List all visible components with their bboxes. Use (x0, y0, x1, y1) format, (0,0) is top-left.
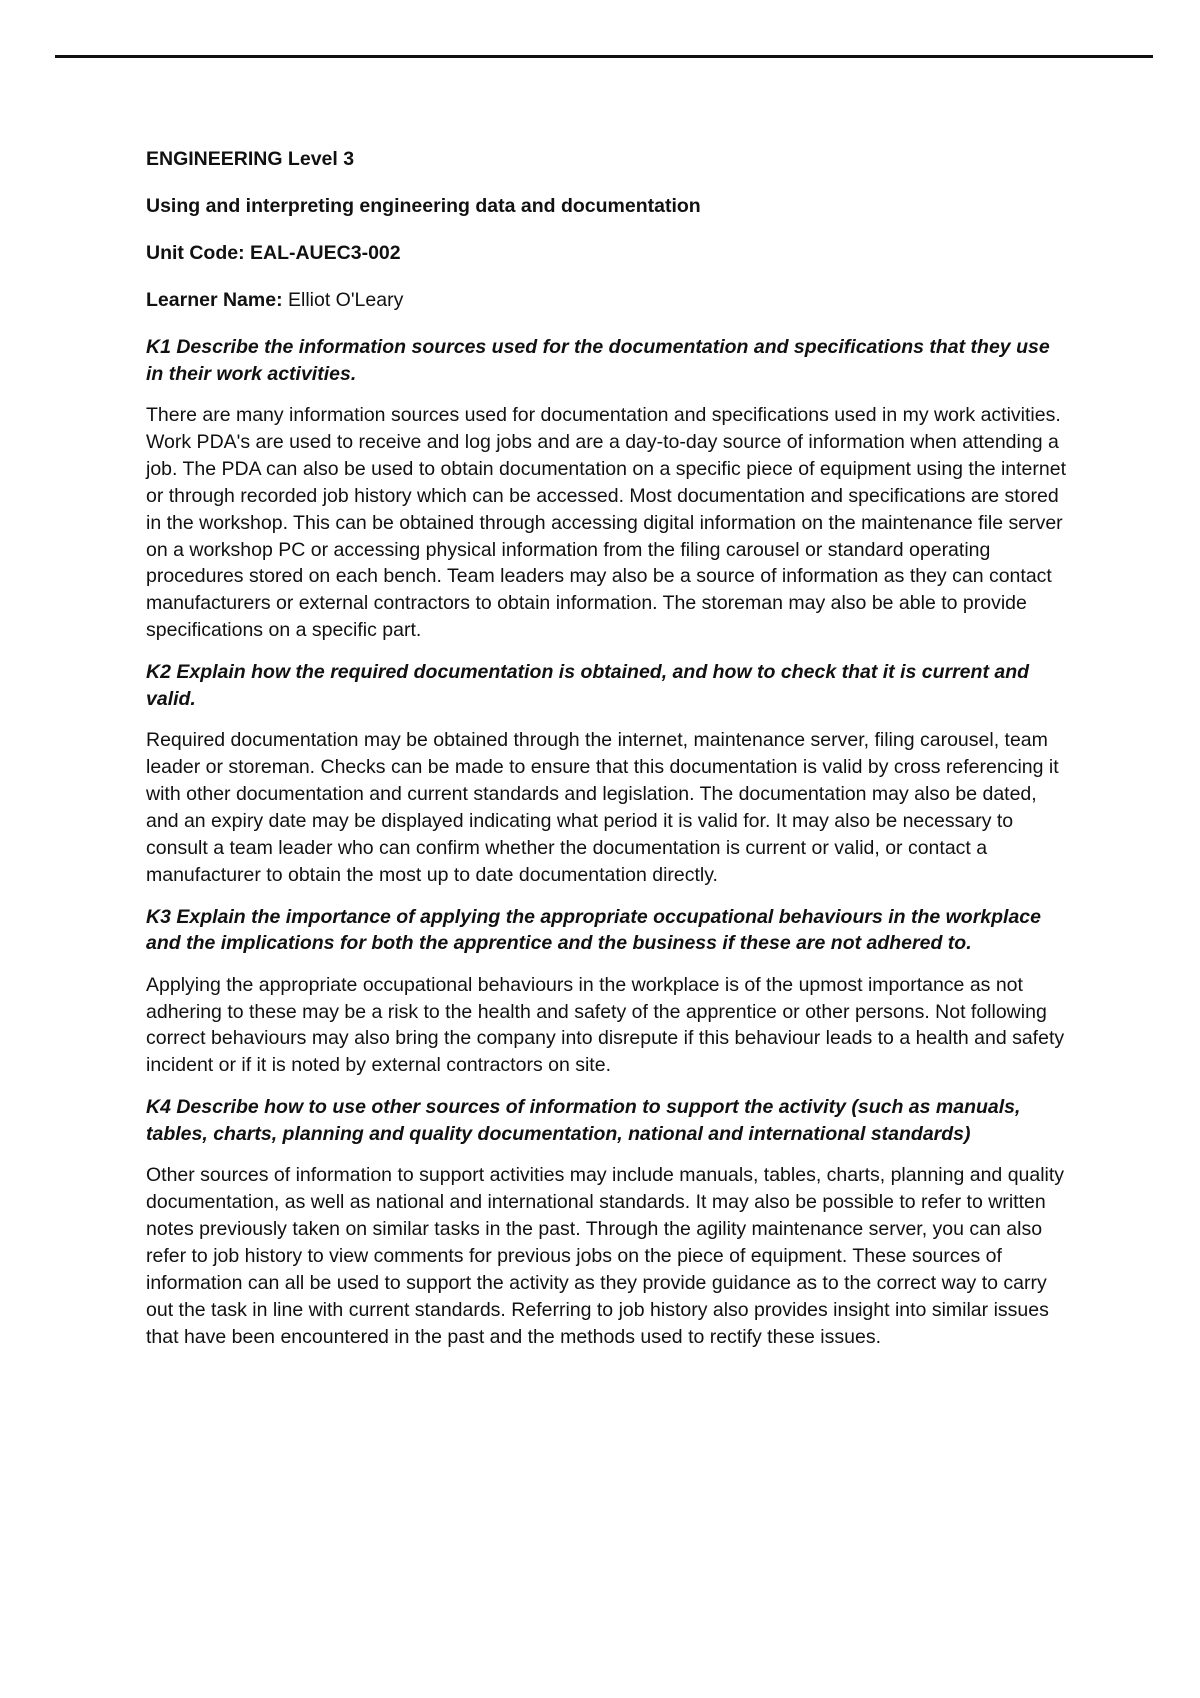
answer-k1: There are many information sources used for documentation and specifications used in my work activities. Work PDA's are used to receive and log jobs and are a day-to-day source of information when attending a job. The PDA can also be used to obtain documentation on a specific piece of equipment using the internet or through recorded job history which can be accessed. Most documentation and specifications are stored in the workshop. This can be obtained through accessing digital information on the maintenance file server on a workshop PC or accessing physical information from the filing carousel or standard operating procedures stored on each bench. Team leaders may also be a source of information as they can contact manufacturers or external contractors to obtain information. The storeman may also be able to provide specifications on a specific part. (146, 404, 1066, 642)
unit-title: Using and interpreting engineering data and documentation (146, 195, 701, 217)
unit-code: Unit Code: EAL-AUEC3-002 (146, 242, 401, 264)
document-body (146, 146, 1071, 1366)
learner-name-line (146, 287, 1071, 313)
learner-name-label: Learner Name: (146, 289, 283, 311)
course-title: ENGINEERING Level 3 (146, 148, 355, 170)
answer-k2: Required documentation may be obtained through the internet, maintenance server, filing carousel, team leader or storeman. Checks can be made to ensure that this documentation is valid by cross referencing it with other documentation and current standards and legislation. The documentation may also be dated, and an expiry date may be displayed indicating what period it is valid for. It may also be necessary to consult a team leader who can confirm whether the documentation is current or valid, or contact a manufacturer to obtain the most up to date documentation directly. (146, 729, 1059, 886)
question-k4: K4 Describe how to use other sources of information to support the activity (such as manuals, tables, charts, planning and quality documentation, national and international standards) (146, 1096, 1021, 1145)
answer-k3: Applying the appropriate occupational behaviours in the workplace is of the upmost importance as not adhering to these may be a risk to the health and safety of the apprentice or other persons. Not following correct behaviours may also bring the company into disrepute if this behaviour leads to a health and safety incident or if it is noted by external contractors on site. (146, 973, 1065, 1077)
top-horizontal-rule (55, 55, 1153, 58)
question-k2: K2 Explain how the required documentation is obtained, and how to check that it is current and valid. (146, 661, 1030, 710)
question-k1: K1 Describe the information sources used for the documentation and specifications that they use in their work activities. (146, 336, 1050, 385)
question-k3: K3 Explain the importance of applying the appropriate occupational behaviours in the workplace and the implications for both the apprentice and the business if these are not adhered to. (146, 905, 1042, 955)
learner-name-value: Elliot O'Leary (287, 289, 404, 311)
answer-k4: Other sources of information to support activities may include manuals, tables, charts, planning and quality documentation, as well as national and international standards. It may also be possible to refer to written notes previously taken on similar tasks in the past. Through the agility maintenance server, you can also refer to job history to view comments for previous jobs on the piece of equipment. These sources of information can all be used to support the activity as they provide guidance as to the correct way to carry out the task in line with current standards. Referring to job history also provides insight into similar issues that have been encountered in the past and the methods used to rectify these issues. (146, 1164, 1065, 1348)
